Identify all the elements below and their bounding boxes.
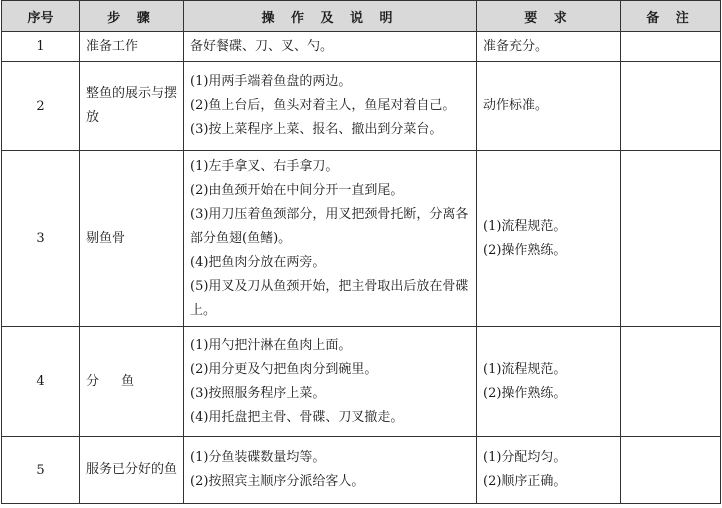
row-description (184, 327, 477, 437)
description-line: (1)分鱼装碟数量均等。 (190, 450, 326, 465)
description-line: (2)用分更及勺把鱼肉分到碗里。 (190, 361, 378, 377)
header-index: 序号 (2, 1, 80, 32)
row-requirement (477, 32, 621, 62)
description-line: (1)左手拿叉、右手拿刀。 (190, 158, 339, 174)
row-step: 分 鱼 (80, 327, 184, 437)
row-index: 3 (2, 151, 80, 327)
description-line: (4)把鱼肉分放在两旁。 (190, 254, 326, 270)
description-line: (5)用叉及刀从鱼颈开始，把主骨取出后放在骨碟上。 (190, 278, 469, 318)
requirement-line: (2)顺序正确。 (483, 474, 567, 489)
row-index: 2 (2, 62, 80, 151)
requirement-line: (1)流程规范。 (483, 361, 567, 377)
row-note (621, 437, 721, 504)
description-line: (2)按照宾主顺序分派给客人。 (190, 474, 365, 489)
row-requirement (477, 437, 621, 504)
row-note (621, 62, 721, 151)
description-line: (1)用勺把汁淋在鱼肉上面。 (190, 337, 352, 353)
row-description (184, 32, 477, 62)
row-step: 准备工作 (80, 32, 184, 62)
requirement-line: 动作标准。 (483, 98, 549, 113)
row-requirement (477, 151, 621, 327)
description-line: (2)鱼上台后，鱼头对着主人，鱼尾对着自己。 (190, 98, 456, 113)
row-note (621, 327, 721, 437)
requirement-line: (2)操作熟练。 (483, 385, 567, 401)
description-line: (3)按照服务程序上菜。 (190, 385, 326, 401)
row-requirement (477, 327, 621, 437)
requirement-line: 准备充分。 (483, 38, 549, 54)
description-line: (4)用托盘把主骨、骨碟、刀叉撤走。 (190, 409, 404, 425)
row-index: 5 (2, 437, 80, 504)
header-description: 操 作 及 说 明 (184, 1, 477, 32)
requirement-line: (1)分配均匀。 (483, 450, 567, 465)
row-step: 剔鱼骨 (80, 151, 184, 327)
row-description (184, 437, 477, 504)
row-index: 1 (2, 32, 80, 62)
description-line: (3)用刀压着鱼颈部分，用叉把颈骨托断，分离各部分鱼翅(鱼鳍)。 (190, 206, 469, 246)
row-note (621, 151, 721, 327)
row-index: 4 (2, 327, 80, 437)
table-row (2, 437, 721, 504)
table-row (2, 32, 721, 62)
description-line: (3)按上菜程序上菜、报名、撤出到分菜台。 (190, 122, 443, 137)
requirement-line: (2)操作熟练。 (483, 242, 567, 258)
row-description (184, 62, 477, 151)
requirement-line: (1)流程规范。 (483, 218, 567, 234)
header-note: 备 注 (621, 1, 721, 32)
description-line: (1)用两手端着鱼盘的两边。 (190, 74, 352, 89)
row-description (184, 151, 477, 327)
procedure-table (1, 0, 721, 504)
header-step: 步 骤 (80, 1, 184, 32)
row-note (621, 32, 721, 62)
description-line: (2)由鱼颈开始在中间分开一直到尾。 (190, 182, 404, 198)
header-row (2, 1, 721, 32)
table-row (2, 327, 721, 437)
table-row (2, 62, 721, 151)
header-requirement: 要 求 (477, 1, 621, 32)
row-requirement (477, 62, 621, 151)
row-step: 服务已分好的鱼 (80, 437, 184, 504)
description-line: 备好餐碟、刀、叉、勺。 (190, 38, 334, 54)
row-step: 整鱼的展示与摆放 (80, 62, 184, 151)
table-row (2, 151, 721, 327)
